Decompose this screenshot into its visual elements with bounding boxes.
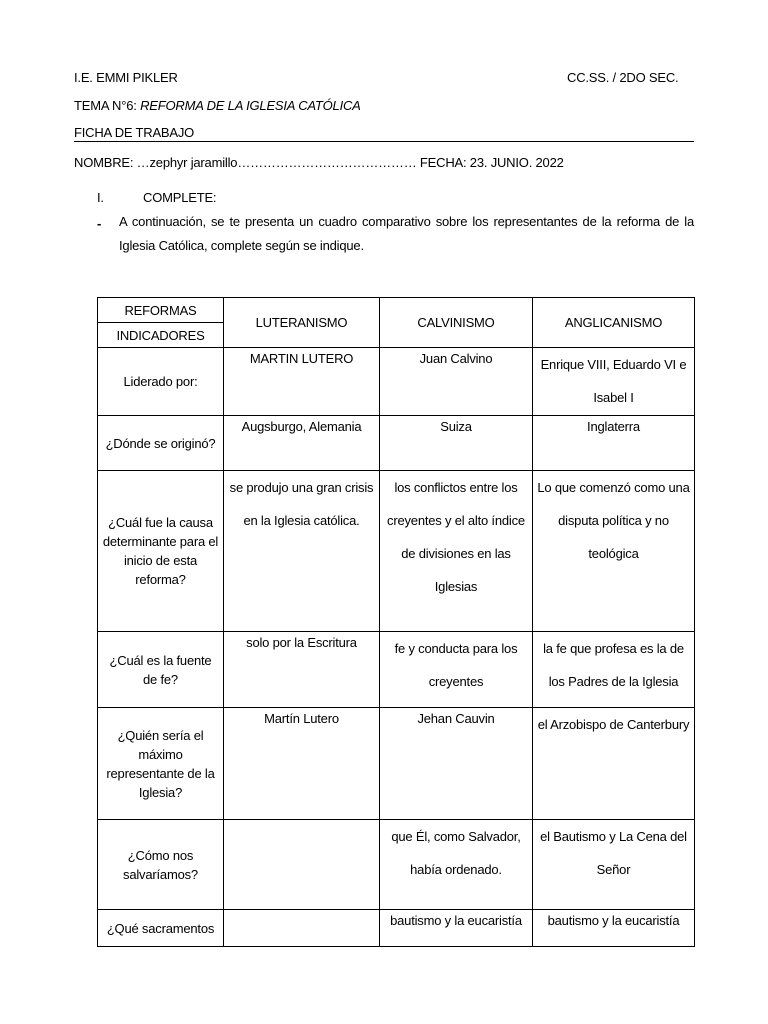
- column-header-luteranismo: LUTERANISMO: [224, 298, 380, 348]
- course-label: CC.SS. / 2DO SEC.: [567, 70, 679, 85]
- table-cell: Augsburgo, Alemania: [224, 416, 380, 471]
- row-indicator: ¿Cómo nos salvaríamos?: [98, 820, 224, 910]
- table-row: [98, 910, 695, 947]
- table-row: [98, 820, 695, 910]
- table-cell: Jehan Cauvin: [380, 708, 533, 820]
- table-cell: MARTIN LUTERO: [224, 348, 380, 416]
- row-indicator: Liderado por:: [98, 348, 224, 416]
- topic-label: TEMA N°6:: [74, 98, 141, 113]
- table-cell: Martín Lutero: [224, 708, 380, 820]
- table-row: [98, 708, 695, 820]
- worksheet-title: FICHA DE TRABAJO: [74, 125, 195, 140]
- column-header-anglicanismo: ANGLICANISMO: [533, 298, 695, 348]
- section-number: I.: [97, 190, 104, 205]
- comparison-table: [97, 297, 695, 947]
- table-cell: Juan Calvino: [380, 348, 533, 416]
- table-cell: solo por la Escritura: [224, 632, 380, 708]
- row-indicator: ¿Dónde se originó?: [98, 416, 224, 471]
- table-cell: los conflictos entre los creyentes y el alto índice de divisiones en las Iglesias: [380, 471, 533, 632]
- table-cell: bautismo y la eucaristía: [380, 910, 533, 947]
- row-indicator: ¿Qué sacramentos: [98, 910, 224, 947]
- table-cell: se produjo una gran crisis en la Iglesia católica.: [224, 471, 380, 632]
- table-cell: Suiza: [380, 416, 533, 471]
- school-name: I.E. EMMI PIKLER: [74, 70, 178, 85]
- bullet-dash: -: [97, 216, 102, 231]
- table-row: [98, 416, 695, 471]
- header-divider: [74, 141, 694, 142]
- corner-reformas: REFORMAS: [98, 298, 224, 323]
- table-row: [98, 471, 695, 632]
- table-cell: [224, 820, 380, 910]
- table-cell: la fe que profesa es la de los Padres de la Iglesia: [533, 632, 695, 708]
- row-indicator: ¿Cuál es la fuente de fe?: [98, 632, 224, 708]
- table-cell: bautismo y la eucaristía: [533, 910, 695, 947]
- table-row: [98, 348, 695, 416]
- row-indicator: ¿Quién sería el máximo representante de la Iglesia?: [98, 708, 224, 820]
- table-cell: Enrique VIII, Eduardo VI e Isabel I: [533, 348, 695, 416]
- table-cell: el Arzobispo de Canterbury: [533, 708, 695, 820]
- instruction-text: A continuación, se te presenta un cuadro comparativo sobre los representantes de la reforma de la Iglesia Católica, complete según se indique.: [119, 214, 694, 253]
- column-header-calvinismo: CALVINISMO: [380, 298, 533, 348]
- table-cell: Lo que comenzó como una disputa política y no teológica: [533, 471, 695, 632]
- table-cell: que Él, como Salvador, había ordenado.: [380, 820, 533, 910]
- topic-line: [74, 98, 361, 114]
- table-cell: Inglaterra: [533, 416, 695, 471]
- name-date-line: NOMBRE: …zephyr jaramillo…………………………………… FECHA: 23. JUNIO. 2022: [74, 155, 564, 170]
- table-header-row-top: [98, 298, 695, 323]
- table-cell: fe y conducta para los creyentes: [380, 632, 533, 708]
- table-cell: el Bautismo y La Cena del Señor: [533, 820, 695, 910]
- row-indicator: ¿Cuál fue la causa determinante para el inicio de esta reforma?: [98, 471, 224, 632]
- table-row: [98, 632, 695, 708]
- topic-title: REFORMA DE LA IGLESIA CATÓLICA: [140, 98, 361, 113]
- corner-indicadores: INDICADORES: [98, 323, 224, 348]
- section-title: COMPLETE:: [143, 190, 217, 205]
- table-cell: [224, 910, 380, 947]
